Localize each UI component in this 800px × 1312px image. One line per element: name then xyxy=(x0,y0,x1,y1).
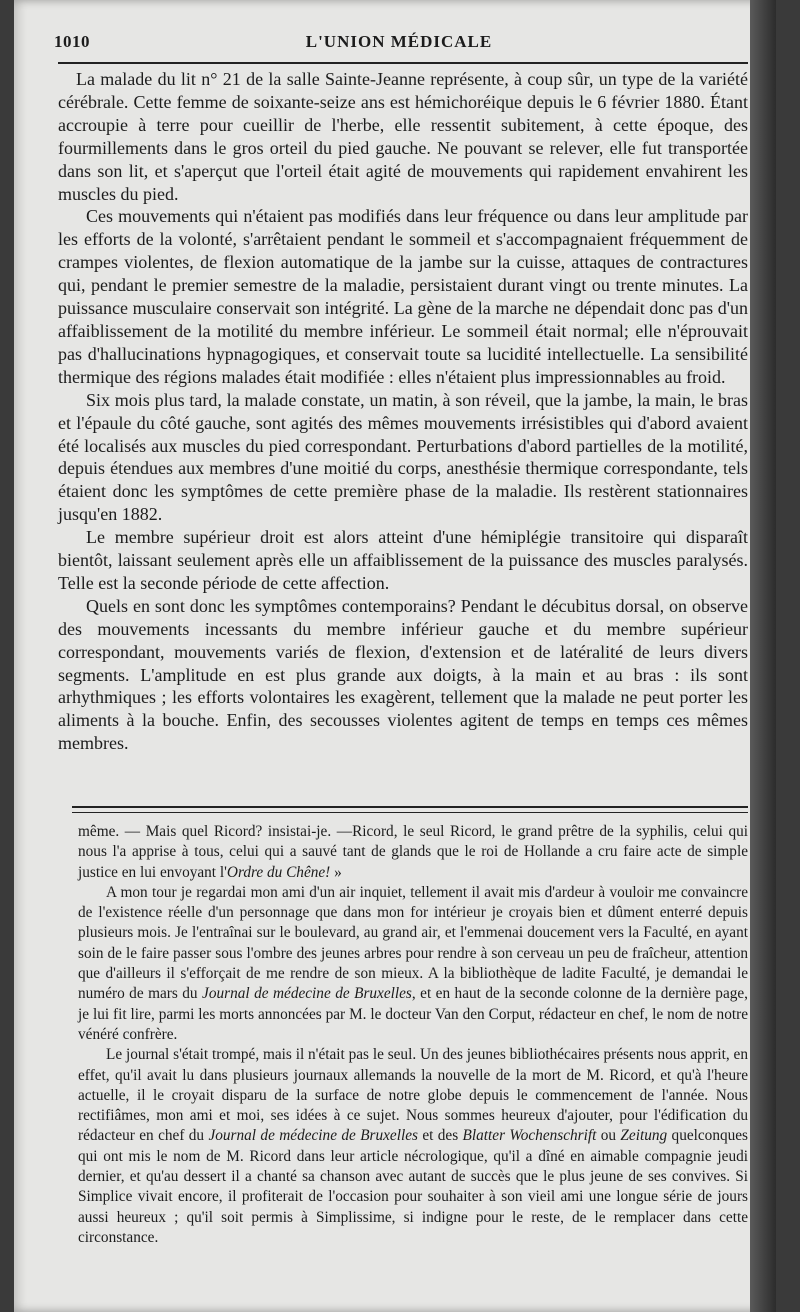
italic-run: Journal de médecine de Bruxelles xyxy=(202,985,412,1003)
text-run: même. — Mais quel Ricord? insistai-je. —Ricord, le seul Ricord, le grand prêtre de la syphilis, celui qui nous l'a apprise à tous, celui qui a sauvé tant de glands que le roi de Hollande a cru faire acte de simple justice en lui envoyant l' xyxy=(78,823,748,881)
text-run: A mon tour je regardai mon ami d'un air inquiet, tellement il avait mis d'ardeur à vouloir me convaincre de l'existence réelle d'un personnage que dans mon for intérieur je croyais bien et dûment enterré depuis plusieurs mois. Je l'entraînai sur le boulevard, au grand air, et l'emmenai doucement vers la Faculté, en ayant soin de le faire passer sous l'ombre des jeunes arbres pour rendre à son cerveau un peu de fraîcheur, attention que d'ailleurs il s'efforçait de me rendre de son mieux. A la bibliothèque de ladite Faculté, je demandai le numéro de mars du xyxy=(78,883,748,1003)
italic-run: Ordre du Chêne! xyxy=(226,863,331,881)
feuilleton-paragraph xyxy=(78,883,748,1045)
text-run: » xyxy=(330,863,342,881)
text-run: et des xyxy=(417,1127,463,1145)
feuilleton-paragraph xyxy=(78,822,748,883)
text-run: ou xyxy=(596,1127,621,1145)
text-run: Le journal s'était trompé, mais il n'était pas le seul. Un des jeunes bibliothécaires présents nous apprit, en effet, qu'il avait lu dans plusieurs journaux allemands la nouvelle de la mort de M. Ricord, et qu'à l'heure actuelle, il le croyait disparu de la surface de notre globe depuis le commencement de l'année. Nous rectifiâmes, mon ami et moi, ses idées à ce sujet. Nous sommes heureux d'ajouter, pour l'édification du rédacteur en chef du xyxy=(78,1046,748,1145)
header-rule xyxy=(58,62,748,64)
page-edge-shadow xyxy=(750,0,776,1312)
article-paragraph: Ces mouvements qui n'étaient pas modifiés dans leur fréquence ou dans leur amplitude par les efforts de la volonté, s'arrêtaient pendant le sommeil et s'accompagnaient fréquemment de crampes violentes, de flexion automatique de la jambe sur la cuisse, attaques de contractures qui, pendant le premier semestre de la maladie, persistaient durant vingt ou trente minutes. La puissance musculaire conservait son intégrité. La gène de la marche ne dépendait donc pas d'un affaiblissement de la motilité du membre inférieur. Le sommeil était normal; elle n'éprouvait pas d'hallucinations hypnagogiques, et conservait toute sa lucidité intellectuelle. La sensibilité thermique des régions malades était modifiée : elles n'étaient plus impressionnables au froid. xyxy=(58,206,748,387)
feuilleton-rule-thick xyxy=(72,806,748,808)
italic-run: Journal de médecine de Bruxelles xyxy=(208,1127,418,1145)
page-number: 1010 xyxy=(54,32,90,51)
article-paragraph: Quels en sont donc les symptômes contemporains? Pendant le décubitus dorsal, on observe des mouvements incessants du membre inférieur gauche et du membre supérieur correspondant, mouvements variés de flexion, d'extension et de latéralité de leurs divers segments. L'amplitude en est plus grande aux doigts, à la main et au bras : ils sont arhythmiques ; les efforts volontaires les exagèrent, tellement que la malade ne peut porter les aliments à la bouche. Enfin, des secousses violentes agitent de temps en temps ces mêmes membres. xyxy=(58,595,748,754)
feuilleton-rule-thin xyxy=(72,812,748,813)
newspaper-page xyxy=(14,0,776,1312)
journal-title: L'UNION MÉDICALE xyxy=(305,32,493,51)
article-paragraph: Six mois plus tard, la malade constate, un matin, à son réveil, que la jambe, la main, le bras et l'épaule du côté gauche, sont agités des mêmes mouvements irrésistibles qui d'abord avaient été localisés aux muscles du pied correspondant. Perturbations d'abord partielles de la motilité, depuis étendues aux membres d'une moitié du corps, anesthésie thermique correspondante, tels étaient donc les symptômes de cette première phase de la maladie. Ils restèrent stationnaires jusqu'en 1882. xyxy=(58,389,748,525)
text-run: quelconques qui ont mis le nom de M. Ricord dans leur article nécrologique, qu'il a dîné en aimable compagnie jeudi dernier, et qu'au dessert il a chanté sa chanson avec autant de succès que le plus jeune de ses convives. Si Simplice vivait encore, il profiterait de l'occasion pour souhaiter à son vieil ami une longue série de jours aussi heureux ; qu'il soit permis à Simplissime, si indigne pour le reste, de le remplacer dans cette circonstance. xyxy=(78,1127,749,1246)
italic-run: Blatter Wochenschrift xyxy=(462,1127,597,1145)
main-article xyxy=(58,68,748,755)
italic-run: Zeitung xyxy=(620,1127,668,1145)
page-header xyxy=(54,28,744,60)
text-run: , et en haut de la seconde colonne de la dernière page, je lui fit lire, parmi les morts annoncées par M. le docteur Van den Corput, rédacteur en chef, le nom de notre vénéré confrère. xyxy=(78,985,749,1043)
feuilleton-paragraph xyxy=(78,1045,748,1248)
article-paragraph: Le membre supérieur droit est alors atteint d'une hémiplégie transitoire qui disparaît bientôt, laissant seulement après elle un affaiblissement de la puissance des muscles paralysés. Telle est la seconde période de cette affection. xyxy=(58,527,748,593)
article-paragraph: La malade du lit n° 21 de la salle Sainte-Jeanne représente, à coup sûr, un type de la variété cérébrale. Cette femme de soixante-seize ans est hémichoréique depuis le 6 février 1880. Étant accroupie à terre pour cueillir de l'herbe, elle ressentit subitement, à cette époque, des fourmillements dans le gros orteil du pied gauche. Ne pouvant se relever, elle fut transportée dans son lit, et s'aperçut que l'orteil était agité de mouvements qui rapidement envahirent les muscles du pied. xyxy=(58,69,748,204)
feuilleton-column xyxy=(78,822,748,1248)
